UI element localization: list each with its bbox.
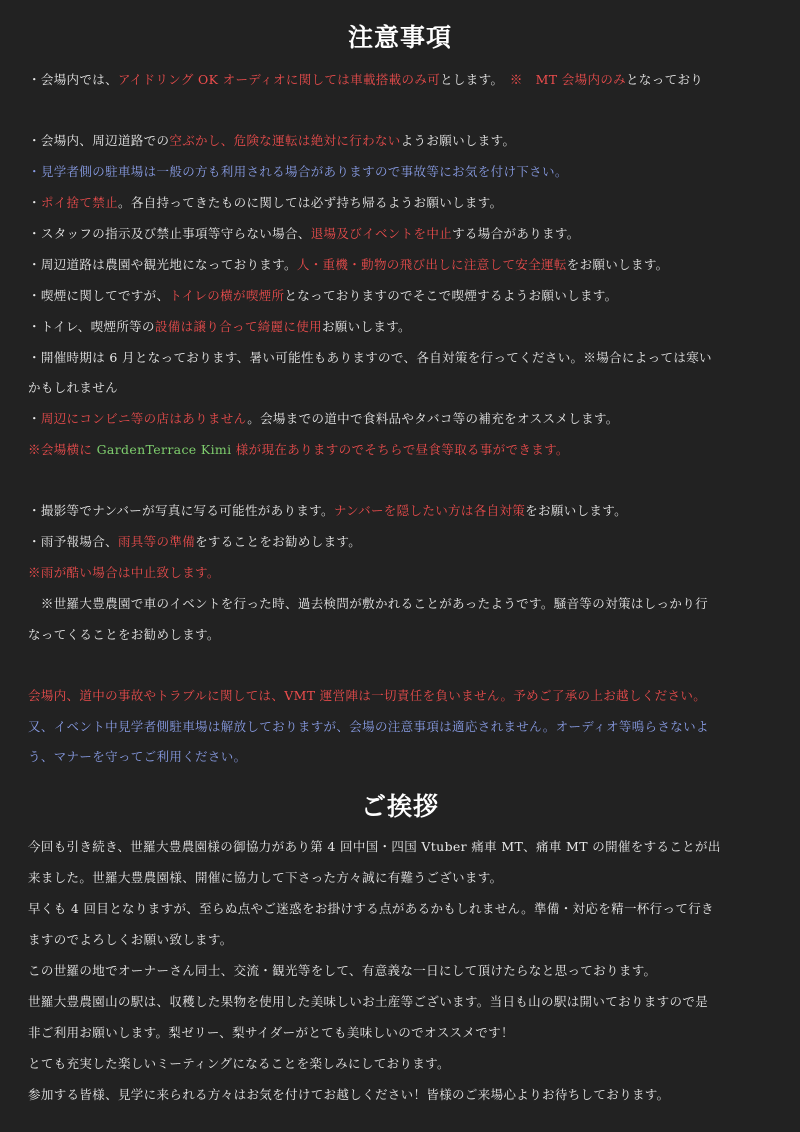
note-line <box>28 503 800 519</box>
note-segment: 周辺にコンビニ等の店はありません <box>40 411 248 426</box>
note-line <box>28 350 800 366</box>
note-segment: をお願いします。 <box>566 257 669 272</box>
greeting-line: 早くも 4 回目となりますが、至らぬ点やご迷惑をお掛けする点があるかもしれません。準備・対応を精一杯行って行き <box>28 901 714 916</box>
note-segment: ・ <box>28 411 41 426</box>
note-line <box>28 627 800 643</box>
greeting-line: とても充実した楽しいミーティングになることを楽しみにしております。 <box>28 1056 450 1071</box>
note-segment: ・開催時期は 6 月となっております、暑い可能性もありますので、各自対策を行ってください。※場合によっては寒い <box>28 350 712 365</box>
note-segment: ・周辺道路は農園や観光地になっております。 <box>28 257 297 272</box>
note-segment: なってくることをお勧めします。 <box>28 627 220 642</box>
note-line <box>28 565 800 581</box>
note-segment: ※世羅大豊農園で車のイベントを行った時、過去検問が敷かれることがあったようです。騒音等の対策はしっかり行 <box>28 596 708 611</box>
note-segment: アイドリング OK オーディオに関しては車載搭載のみ可 <box>117 72 441 87</box>
note-segment: 会場内、道中の事故やトラブルに関しては、VMT 運営陣は一切責任を負いません。予めご了承の上お越しください。 <box>28 688 707 703</box>
note-line <box>28 596 800 612</box>
note-line <box>28 749 800 765</box>
note-segment: 。各自持ってきたものに関しては必ず持ち帰るようお願いします。 <box>117 195 503 210</box>
note-line <box>28 719 800 735</box>
note-line <box>28 257 800 273</box>
note-segment: 。会場までの道中で食料品やタバコ等の補充をオススメします。 <box>247 411 619 426</box>
note-line <box>28 164 800 180</box>
note-segment: かもしれません <box>28 380 118 395</box>
note-segment: をお願いします。 <box>525 503 627 518</box>
greeting-heading: ご挨拶 <box>360 792 439 821</box>
note-segment: ・撮影等でナンバーが写真に写る可能性があります。 <box>28 503 334 518</box>
note-segment: 退場及びイベントを中止 <box>310 226 453 241</box>
greeting-line: 参加する皆様、見学に来られる方々はお気を付けてお越しください！皆様のご来場心よりお待ちしております。 <box>28 1087 670 1102</box>
note-segment: ・雨予報場合、 <box>28 534 118 549</box>
note-line <box>28 195 800 211</box>
note-segment: をすることをお勧めします。 <box>195 534 362 549</box>
note-segment: ・見学者側の駐車場は一般の方も利用される場合がありますので事故等にお気を付け下さい。 <box>28 164 568 179</box>
note-segment: ・喫煙に関してですが、 <box>28 288 170 303</box>
note-segment: う、マナーを守ってご利用ください。 <box>28 749 247 764</box>
note-segment: する場合があります。 <box>452 226 580 241</box>
note-segment: ※会場横に <box>28 442 97 457</box>
note-segment: ポイ捨て禁止 <box>40 195 118 210</box>
note-line <box>28 72 800 88</box>
note-segment: ※雨が酷い場合は中止致します。 <box>28 565 220 580</box>
greeting-line: 今回も引き続き、世羅大豊農園様の御協力があり第 4 回中国・四国 Vtuber 痛車 MT、痛車 MT の開催をすることが出 <box>28 839 721 854</box>
note-segment: 空ぶかし、危険な運転は絶対に行わない <box>169 133 401 148</box>
note-segment: とします。 <box>440 72 510 87</box>
note-segment: ・ <box>28 195 41 210</box>
note-segment: となっておりますのでそこで喫煙するようお願いします。 <box>284 288 618 303</box>
greeting-line: 非ご利用お願いします。梨ゼリー、梨サイダーがとても美味しいのでオススメです！ <box>28 1025 514 1040</box>
note-segment: 人・重機・動物の飛び出しに注意して安全運転 <box>296 257 567 272</box>
note-segment: ・トイレ、喫煙所等の <box>28 319 155 334</box>
note-segment: ・会場内では、 <box>28 72 118 87</box>
note-line <box>28 226 800 242</box>
note-line <box>28 688 800 704</box>
note-segment: ようお願いします。 <box>400 133 516 148</box>
notes-heading: 注意事項 <box>347 23 452 52</box>
note-line <box>28 380 800 396</box>
greeting-line: 来ました。世羅大豊農園様、開催に協力して下さった方々誠に有難うございます。 <box>28 870 503 885</box>
note-line <box>28 133 800 149</box>
greeting-line: この世羅の地でオーナーさん同士、交流・観光等をして、有意義な一日にして頂けたらなと思っております。 <box>28 963 657 978</box>
note-line <box>28 411 800 427</box>
note-segment: となっており <box>626 72 704 87</box>
note-line <box>28 534 800 550</box>
note-line <box>28 288 800 304</box>
note-segment: 設備は譲り合って綺麗に使用 <box>154 319 322 334</box>
note-line <box>28 319 800 335</box>
greeting-line: 世羅大豊農園山の駅は、収穫した果物を使用した美味しいお土産等ございます。当日も山の駅は開いておりますので是 <box>28 994 709 1009</box>
note-segment: ナンバーを隠したい方は各自対策 <box>333 503 526 518</box>
note-segment: ※ <box>509 72 536 87</box>
note-segment: お願いします。 <box>321 319 411 334</box>
note-segment: 様が現在ありますのでそちらで昼食等取る事ができます。 <box>231 442 569 457</box>
note-line <box>28 442 800 458</box>
note-segment: 又、イベント中見学者側駐車場は解放しておりますが、会場の注意事項は適応されません。オーディオ等鳴らさないよ <box>28 719 709 734</box>
note-segment: GardenTerrace Kimi <box>96 442 232 457</box>
note-segment: 雨具等の準備 <box>117 534 196 549</box>
note-segment: ・会場内、周辺道路での <box>28 133 170 148</box>
note-segment: トイレの横が喫煙所 <box>169 288 285 303</box>
note-segment: ・スタッフの指示及び禁止事項等守らない場合、 <box>28 226 311 241</box>
greeting-line: ますのでよろしくお願い致します。 <box>28 932 233 947</box>
note-segment: MT 会場内のみ <box>535 72 627 87</box>
